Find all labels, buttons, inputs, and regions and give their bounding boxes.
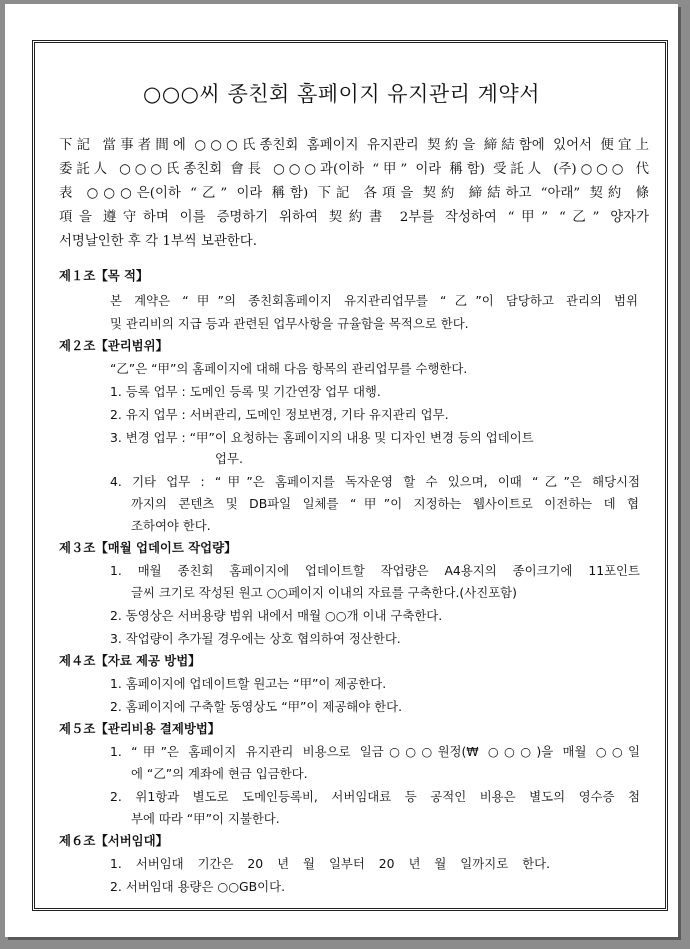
article-6-item: 1. 서버임대 기간은 20 년 월 일부터 20 년 월 일까지로 한다. xyxy=(110,856,551,871)
article-2-item: 2. 유지 업무 : 서버관리, 도메인 정보변경, 기타 유지관리 업무. xyxy=(110,407,449,422)
intro-line: 委託人 ○○○氏종친회 會長 ○○○과(이하 “甲” 이라 稱함) 受託人 (주)○○○ 代 xyxy=(59,162,649,177)
article-2-item-cont: 업무. xyxy=(215,451,243,466)
article-2-item: 1. 등록 업무 : 도메인 등록 및 기간연장 업무 대행. xyxy=(110,384,381,399)
article-2-item-cont: 까지의 콘텐츠 및 DB파일 일체를 “甲”이 지정하는 웹사이트로 이전하는 데 협 xyxy=(131,496,639,511)
article-5-item-cont: 에 “乙”의 계좌에 현금 입금한다. xyxy=(131,766,308,781)
article-5-item: 2. 위1항과 별도로 도메인등록비, 서버임대료 등 공적인 비용은 별도의 영수증 첨 xyxy=(110,789,640,804)
document-title: ○○○씨 종친회 홈페이지 유지관리 계약서 xyxy=(143,82,540,106)
intro-line: 項을 遵守하며 이를 증명하기 위하여 契約書 2부를 작성하여 “甲” “乙” 양자가 xyxy=(59,210,649,225)
article-5-heading: 제５조【관리비용 결제방법】 xyxy=(59,721,221,736)
article-5-item-cont: 부에 따라 “甲”이 지불한다. xyxy=(131,811,280,826)
intro-line: 下記 當事者間에 ○○○氏종친회 홈페이지 유지관리 契約을 締結함에 있어서 便宜上 xyxy=(59,138,649,153)
article-1-heading: 제１조【목 적】 xyxy=(59,268,149,283)
article-2-item-cont: 조하여야 한다. xyxy=(131,518,211,533)
article-2-item: 3. 변경 업무 : “甲”이 요청하는 홈페이지의 내용 및 디자인 변경 등의 업데이트 xyxy=(110,430,534,445)
article-2-heading: 제２조【관리범위】 xyxy=(59,338,168,353)
article-6-heading: 제６조【서버임대】 xyxy=(59,833,168,848)
article-1-text: 본 계약은 “甲”의 종친회홈페이지 유지관리업무를 “乙”이 담당하고 관리의 범위 xyxy=(110,293,638,308)
article-4-item: 2. 홈페이지에 구축할 동영상도 “甲”이 제공해야 한다. xyxy=(110,699,403,714)
article-4-item: 1. 홈페이지에 업데이트할 원고는 “甲”이 제공한다. xyxy=(110,676,387,691)
intro-line: 서명날인한 후 각 1부씩 보관한다. xyxy=(59,234,257,249)
article-4-heading: 제４조【자료 제공 방법】 xyxy=(59,653,201,668)
article-6-item: 2. 서버임대 용량은 ○○GB이다. xyxy=(110,879,286,894)
article-1-text: 및 관리비의 지급 등과 관련된 업무사항을 규율함을 목적으로 한다. xyxy=(110,316,469,331)
article-3-heading: 제３조【매월 업데이트 작업량】 xyxy=(59,540,237,555)
article-3-item: 1. 매월 종친회 홈페이지에 업데이트할 작업량은 A4용지의 종이크기에 11포인트 xyxy=(110,563,640,578)
article-3-item-cont: 글씨 크기로 작성된 원고 ○○페이지 이내의 자료를 구축한다.(사진포함) xyxy=(131,585,517,600)
intro-line: 表 ○○○은(이하 “乙” 이라 稱함) 下記 各項을 契約 締結하고 “아래” 契約 條 xyxy=(59,186,649,201)
article-2-item: 4. 기타 업무 : “甲”은 홈페이지를 독자운영 할 수 있으며, 이때 “乙”은 해당시점 xyxy=(110,474,640,489)
document-page xyxy=(5,4,678,937)
article-3-item: 3. 작업량이 추가될 경우에는 상호 협의하여 정산한다. xyxy=(110,631,401,646)
article-2-intro: “乙”은 “甲”의 홈페이지에 대해 다음 항목의 관리업무를 수행한다. xyxy=(110,361,468,376)
article-5-item: 1. “甲”은 홈페이지 유지관리 비용으로 일금○○○원정(₩ ○○○)을 매월 ○○일 xyxy=(110,744,640,759)
intro-paragraph xyxy=(59,134,649,254)
article-3-item: 2. 동영상은 서버용량 범위 내에서 매월 ○○개 이내 구축한다. xyxy=(110,608,443,623)
